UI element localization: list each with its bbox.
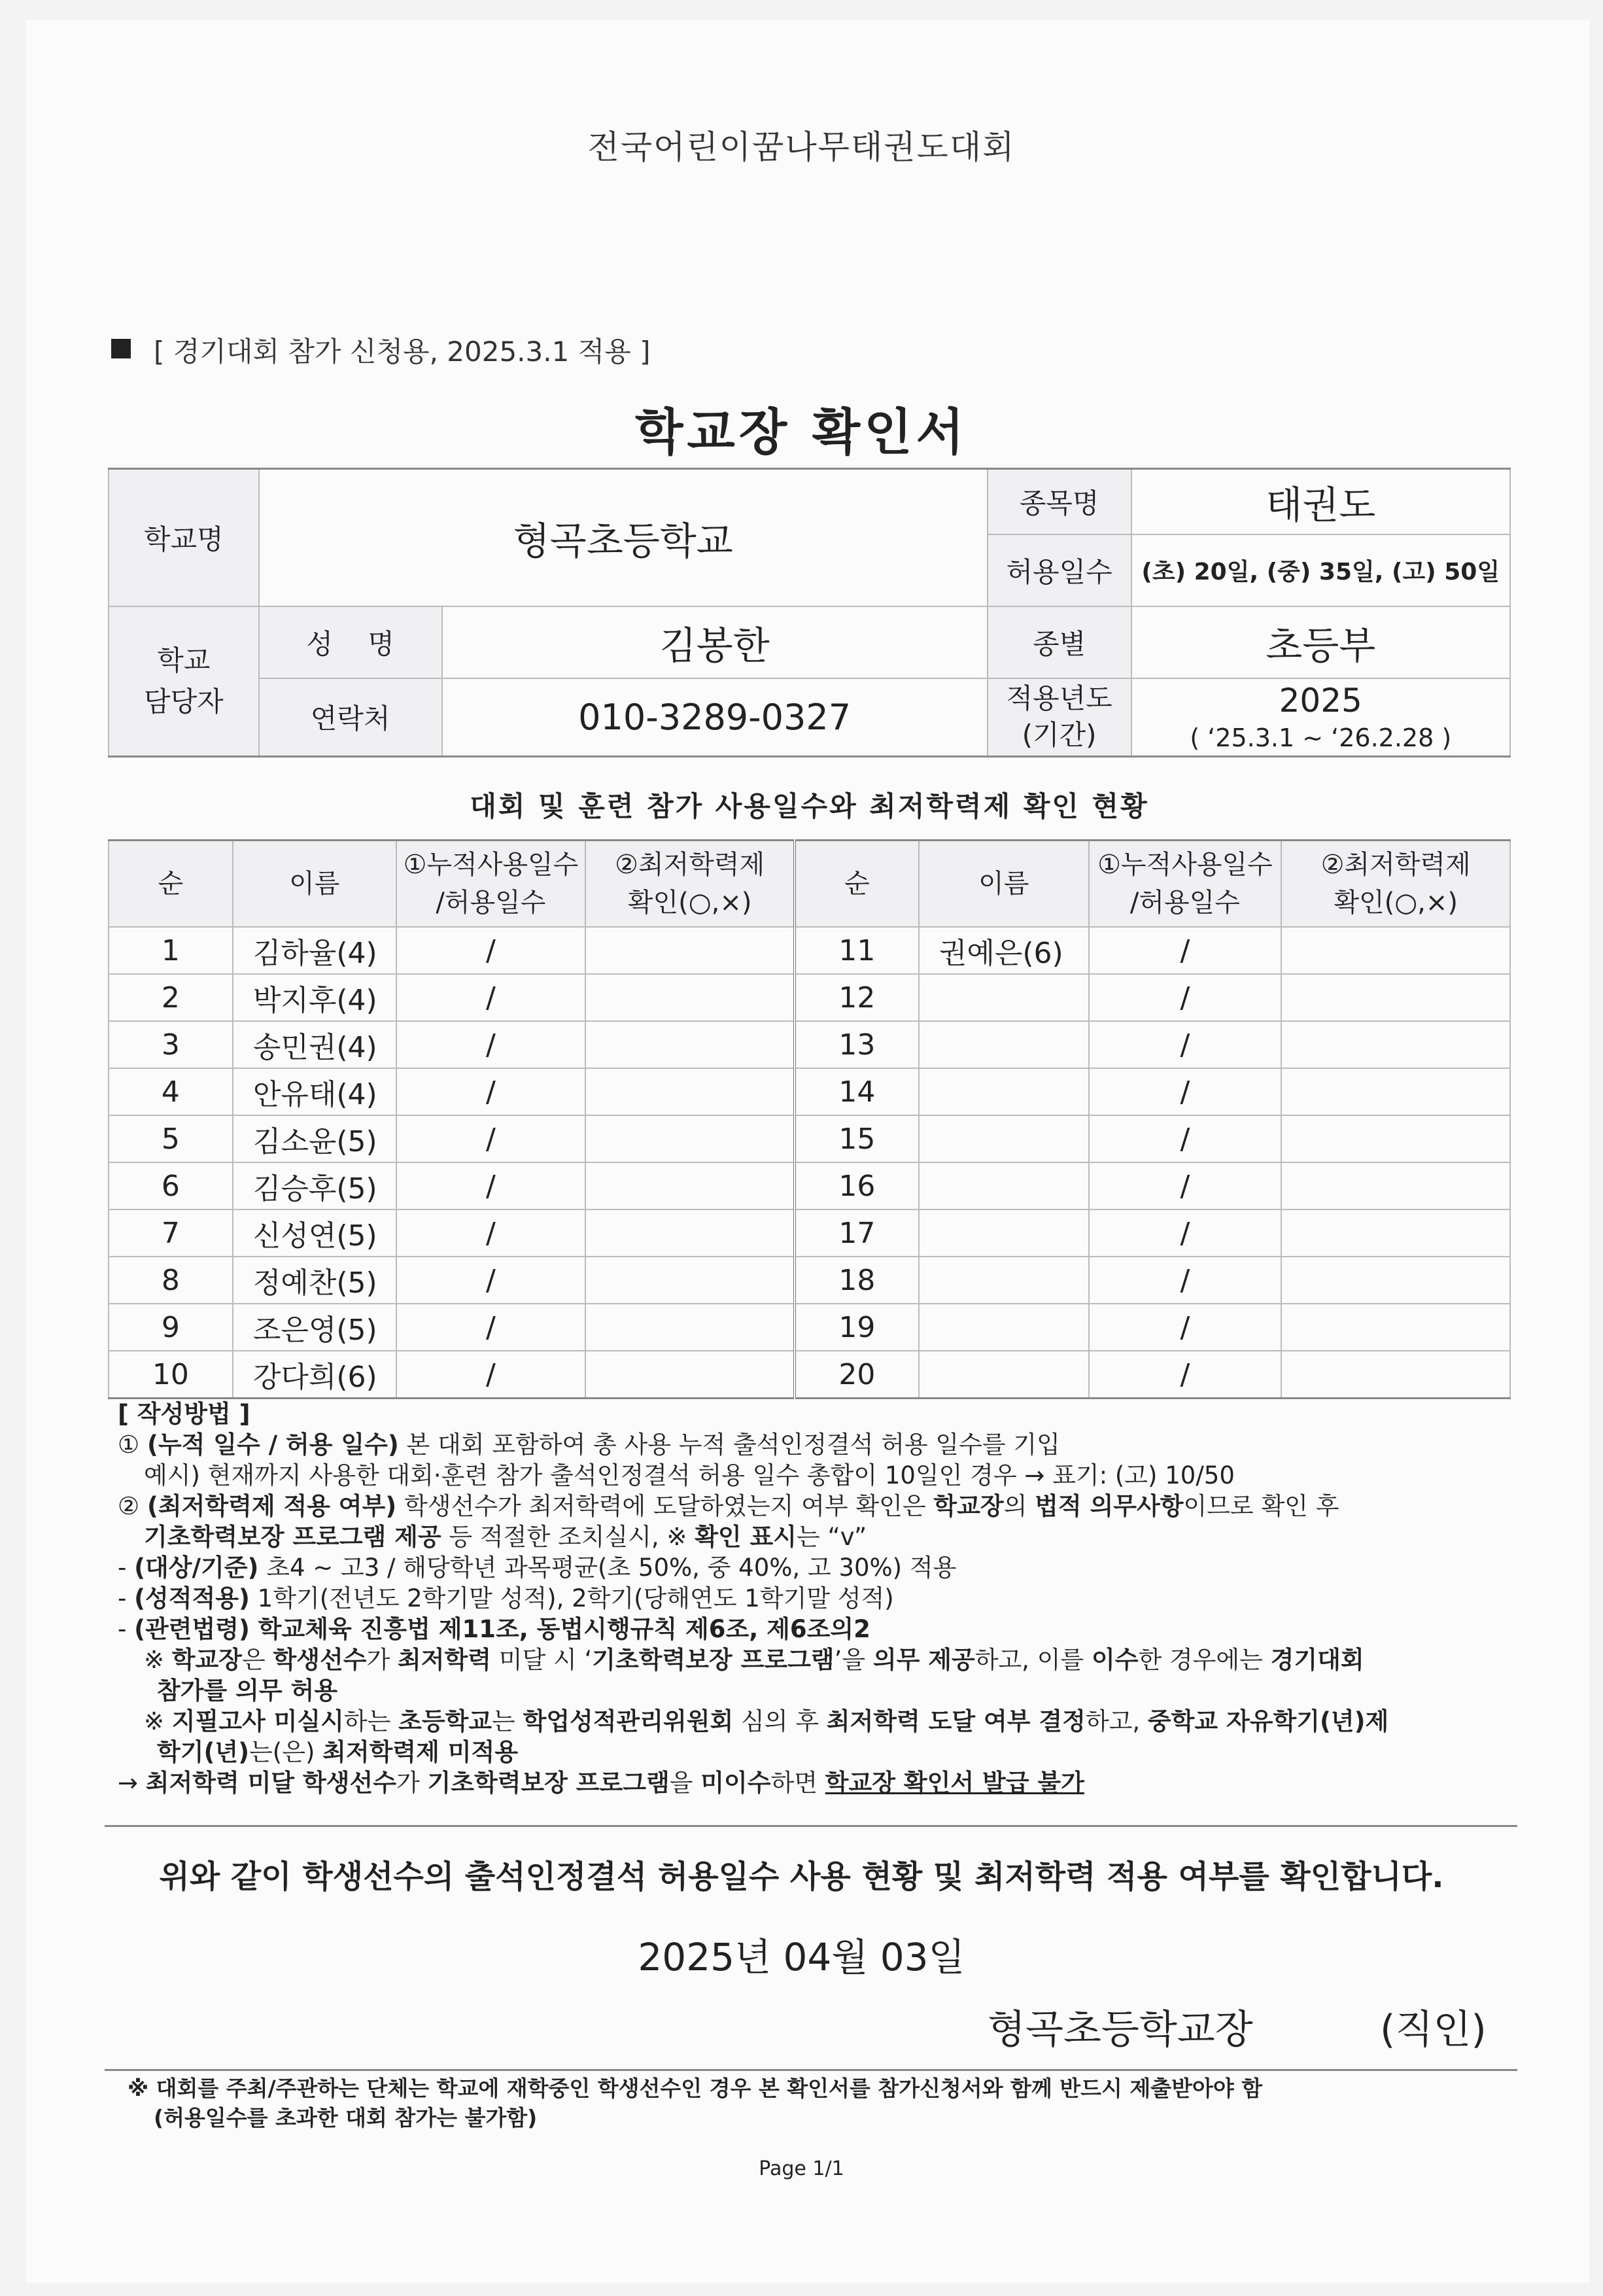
header-min-academic: ②최저학력제 확인(○,×) [1281,841,1510,928]
usage-note: [ 경기대회 참가 신청용, 2025.3.1 적용 ] [154,336,651,368]
manager-name-value: 김봉한 [442,606,988,678]
student-name [919,974,1089,1021]
issue-date: 2025년 04월 03일 [638,1935,965,1979]
student-name: 강다희(6) [233,1351,396,1399]
footnote [128,2074,1527,2132]
event-value: 태권도 [1131,469,1511,534]
table-row [109,1068,1510,1115]
student-name: 안유태(4) [233,1068,396,1115]
cumulative-days-cell: / [396,1257,586,1304]
allowed-days-value: (초) 20일, (중) 35일, (고) 50일 [1131,534,1511,606]
cumulative-days-cell: / [1089,1115,1282,1162]
cumulative-days-cell: / [396,1115,586,1162]
header-name: 이름 [233,841,396,928]
table-row [109,1304,1510,1351]
apply-year-label: 적용년도 (기간) [988,678,1131,757]
cumulative-days-cell: / [1089,974,1282,1021]
grade-apply-line: - (성적적용) 1학기(전년도 2학기말 성적), 2학기(당해연도 1학기말 성적) [118,1584,894,1612]
cumulative-days-cell: / [1089,1162,1282,1209]
student-rows [109,927,1510,1399]
row-number: 15 [795,1115,919,1162]
min-academic-check-cell [1281,1351,1510,1399]
row-number: 9 [109,1304,233,1351]
apply-year-value: 2025 [1279,682,1362,720]
row-number: 18 [795,1257,919,1304]
principal-duty-note-cont: 참가를 의무 허용 [157,1677,337,1705]
min-academic-check-cell [585,927,795,974]
header-name: 이름 [919,841,1089,928]
criteria-line: - (대상/기준) 초4 ~ 고3 / 해당학년 과목평균(초 50%, 중 40%, 고 30%) 적용 [118,1554,957,1582]
min-academic-check-cell [585,1351,795,1399]
official-seal-label: (직인) [1380,2007,1487,2053]
principal-duty-note: ※ 학교장은 학생선수가 최저학력 미달 시 ‘기초학력보장 프로그램’을 의무 제공하고, 이를 이수한 경우에는 경기대회 [144,1646,1364,1674]
header-no: 순 [795,841,919,928]
student-name: 김승후(5) [233,1162,396,1209]
row-number: 1 [109,927,233,974]
table-row [109,1257,1510,1304]
bullet-square-icon [111,339,131,358]
cumulative-days-cell: / [1089,1304,1282,1351]
apply-period-value: ( ‘25.3.1 ~ ‘26.2.28 ) [1190,723,1452,753]
cumulative-days-cell: / [1089,1209,1282,1257]
min-academic-check-cell [1281,1209,1510,1257]
header-no: 순 [109,841,233,928]
exam-note-cont: 학기(년)는(은) 최저학력제 미적용 [157,1738,518,1766]
student-status-table [108,839,1511,1399]
table-row [109,1351,1510,1399]
division-label: 종별 [988,606,1131,678]
table-row [109,1021,1510,1068]
student-name: 박지후(4) [233,974,396,1021]
row-number: 3 [109,1021,233,1068]
min-academic-check-cell [585,1021,795,1068]
cumulative-days-cell: / [1089,1068,1282,1115]
table-row [109,1209,1510,1257]
min-academic-check-cell [1281,1304,1510,1351]
confirmation-statement: 위와 같이 학생선수의 출석인정결석 허용일수 사용 현황 및 최저학력 적용 여부를 확인합니다. [159,1858,1444,1895]
cumulative-days-cell: / [396,927,586,974]
min-academic-check-cell [1281,1162,1510,1209]
page-number: Page 1/1 [759,2157,844,2180]
instruction-2-cont: 기초학력보장 프로그램 제공 등 적절한 조치실시, ※ 확인 표시는 “v” [144,1523,867,1551]
competition-header: 전국어린이꿈나무태권도대회 [587,128,1016,166]
min-academic-check-cell [585,1257,795,1304]
cumulative-days-cell: / [396,1162,586,1209]
min-academic-check-cell [1281,927,1510,974]
school-name-value: 형곡초등학교 [259,469,988,606]
manager-name-label: 성 명 [259,606,442,678]
division-value: 초등부 [1131,606,1511,678]
cumulative-days-cell: / [396,974,586,1021]
student-name: 송민권(4) [233,1021,396,1068]
header-cumulative-days: ①누적사용일수 /허용일수 [396,841,586,928]
row-number: 6 [109,1162,233,1209]
student-name [919,1068,1089,1115]
instruction-2: ② (최저학력제 적용 여부) 학생선수가 최저학력에 도달하였는지 여부 확인은 학교장의 법적 의무사항이므로 확인 후 [118,1492,1339,1520]
row-number: 20 [795,1351,919,1399]
min-academic-check-cell [585,1068,795,1115]
min-academic-check-cell [1281,1021,1510,1068]
section-title: 대회 및 훈련 참가 사용일수와 최저학력제 확인 현황 [470,790,1149,822]
cumulative-days-cell: / [1089,1257,1282,1304]
student-name: 신성연(5) [233,1209,396,1257]
student-name [919,1351,1089,1399]
row-number: 19 [795,1304,919,1351]
min-academic-check-cell [585,1304,795,1351]
row-number: 10 [109,1351,233,1399]
student-name [919,1209,1089,1257]
exam-note: ※ 지필고사 미실시하는 초등학교는 학업성적관리위원회 심의 후 최저학력 도달 여부 결정하고, 중학교 자유학기(년)제 [144,1707,1389,1735]
student-name: 김하율(4) [233,927,396,974]
row-number: 13 [795,1021,919,1068]
student-name: 권예은(6) [919,927,1089,974]
divider [105,2069,1517,2071]
event-label: 종목명 [988,469,1131,534]
min-academic-check-cell [1281,974,1510,1021]
min-academic-check-cell [1281,1257,1510,1304]
contact-value: 010-3289-0327 [442,678,988,757]
header-cumulative-days: ①누적사용일수 /허용일수 [1089,841,1282,928]
min-academic-check-cell [1281,1068,1510,1115]
student-name [919,1304,1089,1351]
student-name: 조은영(5) [233,1304,396,1351]
row-number: 7 [109,1209,233,1257]
min-academic-check-cell [585,1162,795,1209]
school-name-label: 학교명 [109,469,259,606]
row-number: 11 [795,927,919,974]
cumulative-days-cell: / [396,1068,586,1115]
cumulative-days-cell: / [1089,927,1282,974]
instruction-1-example: 예시) 현재까지 사용한 대회·훈련 참가 출석인정결석 허용 일수 총합이 10일인 경우 → 표기: (고) 10/50 [144,1461,1235,1489]
cumulative-days-cell: / [396,1209,586,1257]
divider [105,1825,1517,1827]
footnote-line-1: ※ 대회를 주최/주관하는 단체는 학교에 재학중인 학생선수인 경우 본 확인서를 참가신청서와 함께 반드시 제출받아야 함 [128,2076,1263,2101]
cumulative-days-cell: / [396,1021,586,1068]
student-name: 김소윤(5) [233,1115,396,1162]
instruction-1: ① (누적 일수 / 허용 일수) 본 대회 포함하여 총 사용 누적 출석인정결석 허용 일수를 기입 [118,1431,1060,1459]
student-name [919,1115,1089,1162]
manager-label: 학교 담당자 [109,606,259,757]
student-name: 정예찬(5) [233,1257,396,1304]
row-number: 12 [795,974,919,1021]
row-number: 8 [109,1257,233,1304]
row-number: 17 [795,1209,919,1257]
cumulative-days-cell: / [396,1304,586,1351]
student-name [919,1021,1089,1068]
row-number: 14 [795,1068,919,1115]
table-row [109,1115,1510,1162]
row-number: 16 [795,1162,919,1209]
instructions-heading: [ 작성방법 ] [118,1400,250,1428]
table-row [109,974,1510,1021]
student-name [919,1162,1089,1209]
document-title: 학교장 확인서 [635,403,968,461]
min-academic-check-cell [1281,1115,1510,1162]
row-number: 2 [109,974,233,1021]
principal-name: 형곡초등학교장 [988,2007,1253,2053]
cumulative-days-cell: / [396,1351,586,1399]
table-row [109,927,1510,974]
min-academic-check-cell [585,1115,795,1162]
law-line: - (관련법령) 학교체육 진흥법 제11조, 동법시행규칙 제6조, 제6조의2 [118,1615,870,1643]
instructions-block [118,1399,1524,1798]
cumulative-days-cell: / [1089,1351,1282,1399]
min-academic-check-cell [585,1209,795,1257]
table-row [109,1162,1510,1209]
header-min-academic: ②최저학력제 확인(○,×) [585,841,795,928]
footnote-line-2: (허용일수를 초과한 대회 참가는 불가함) [154,2105,538,2131]
min-academic-check-cell [585,974,795,1021]
contact-label: 연락처 [259,678,442,757]
row-number: 4 [109,1068,233,1115]
apply-year-cell [1131,678,1511,757]
issuance-note: → 최저학력 미달 학생선수가 기초학력보장 프로그램을 미이수하면 학교장 확인서 발급 불가 [118,1769,1084,1797]
school-info-table [108,468,1511,757]
cumulative-days-cell: / [1089,1021,1282,1068]
row-number: 5 [109,1115,233,1162]
student-name [919,1257,1089,1304]
allowed-days-label: 허용일수 [988,534,1131,606]
